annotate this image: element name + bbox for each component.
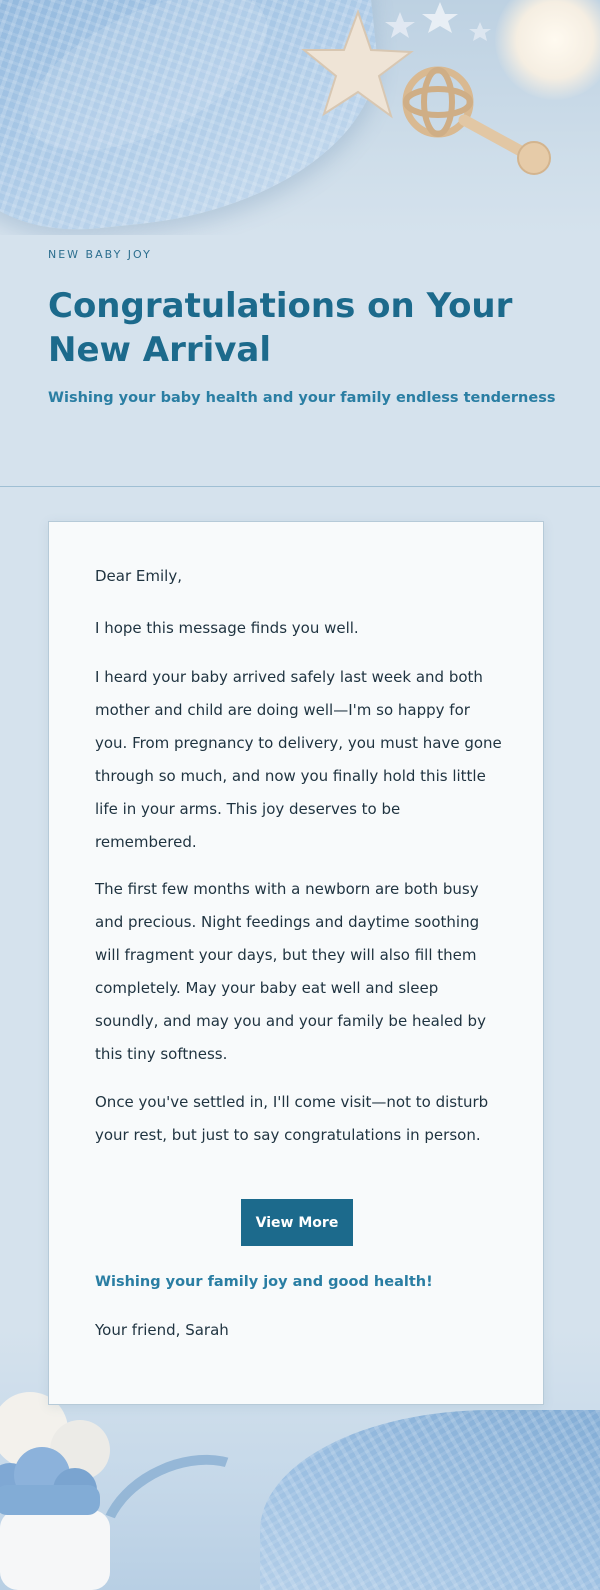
letter-paragraph: Once you've settled in, I'll come visit—not to disturb your rest, but just to say congratulations in person. — [95, 1093, 489, 1144]
letter-greeting: Dear Emily, — [95, 567, 182, 585]
closing-wish: Wishing your family joy and good health! — [95, 1274, 433, 1290]
letter-paragraph: I hope this message finds you well. — [95, 619, 359, 637]
page-title: Congratulations on Your New Arrival — [48, 286, 513, 370]
section-divider — [0, 486, 600, 487]
view-more-button[interactable]: View More — [241, 1199, 353, 1246]
letter-paragraph: I heard your baby arrived safely last week and both mother and child are doing well—I'm so happy for you. From pregnancy to delivery, you must have gone through so much, and now you finally hold this little life in your arms. This joy deserves to be remembered. — [95, 668, 502, 851]
knit-blanket-image — [260, 1410, 600, 1590]
letter-card — [48, 521, 544, 1405]
hero-image — [0, 0, 600, 235]
eyebrow-label: NEW BABY JOY — [48, 248, 152, 261]
page-subtitle: Wishing your baby health and your family endless tenderness — [48, 390, 556, 406]
wooden-rattle-toy-image — [398, 60, 568, 180]
letter-paragraph: The first few months with a newborn are both busy and precious. Night feedings and daytime soothing will fragment your days, but they will also fill them completely. May your baby eat well and sleep soundly, and may you and your family be healed by this tiny softness. — [95, 880, 486, 1063]
letter-signoff: Your friend, Sarah — [95, 1321, 229, 1339]
